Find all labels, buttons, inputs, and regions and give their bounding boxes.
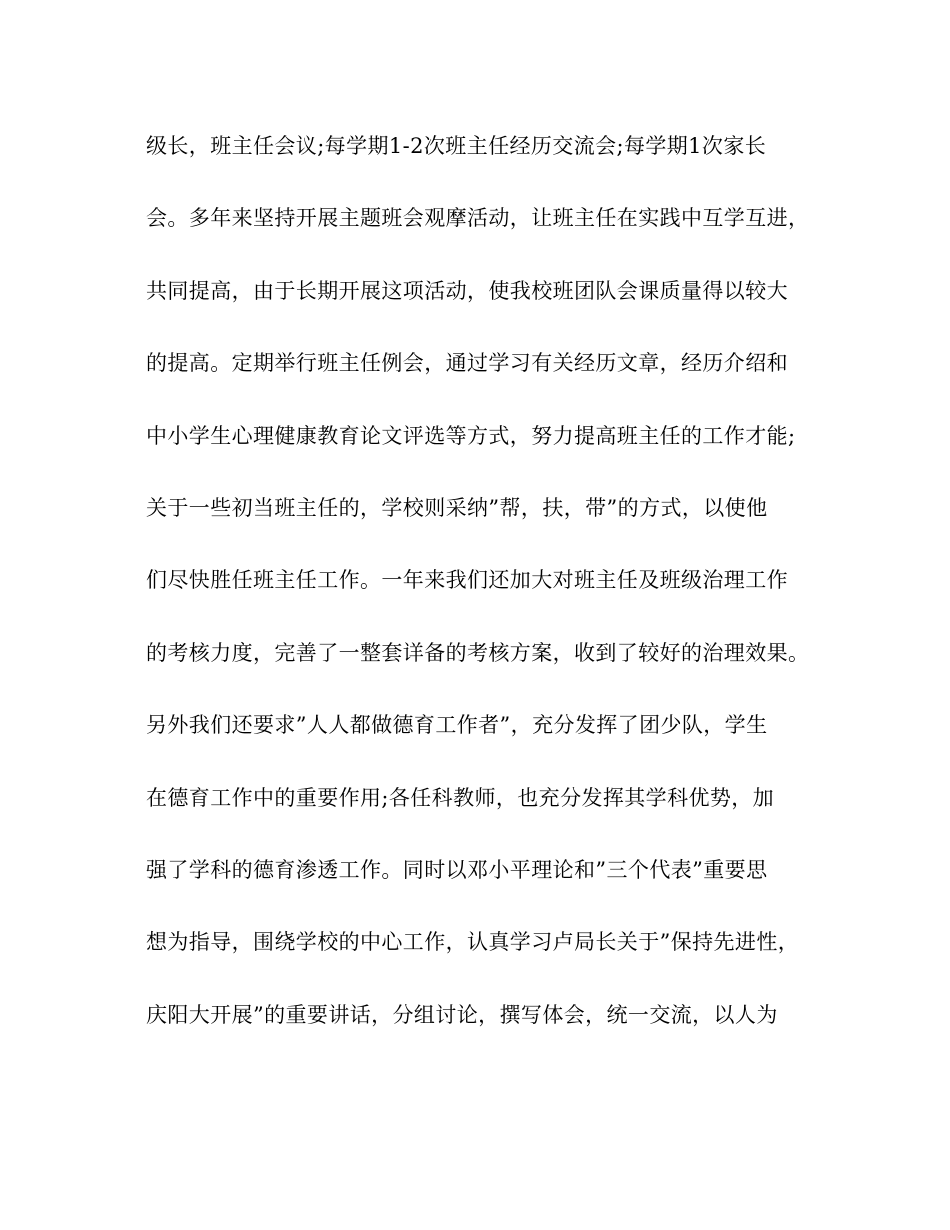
text-line: 另外我们还要求”人人都做德育工作者”，充分发挥了团少队，学生 <box>146 713 768 738</box>
text-line: 级长，班主任会议;每学期1-2次班主任经历交流会;每学期1次家长 <box>146 134 767 158</box>
text-line: 共同提高，由于长期开展这项活动，使我校班团队会课质量得以较大 <box>146 278 788 303</box>
text-line: 中小学生心理健康教育论文评选等方式，努力提高班主任的工作才能; <box>146 423 796 448</box>
text-line: 们尽快胜任班主任工作。一年来我们还加大对班主任及班级治理工作 <box>146 568 788 593</box>
text-line: 强了学科的德育渗透工作。同时以邓小平理论和”三个代表”重要思 <box>146 857 768 882</box>
text-line: 在德育工作中的重要作用;各任科教师，也充分发挥其学科优势，加 <box>146 785 775 810</box>
text-line: 的提高。定期举行班主任例会，通过学习有关经历文章，经历介绍和 <box>146 351 788 376</box>
text-line: 想为指导，围绕学校的中心工作，认真学习卢局长关于”保持先进性， <box>146 930 800 955</box>
body-text <box>146 124 826 1065</box>
text-line: 会。多年来坚持开展主题班会观摩活动，让班主任在实践中互学互进， <box>146 206 810 231</box>
text-line: 的考核力度，完善了一整套详备的考核方案，收到了较好的治理效果。 <box>146 640 810 665</box>
text-line: 庆阳大开展”的重要讲话，分组讨论，撰写体会，统一交流，以人为 <box>146 1002 778 1027</box>
text-line: 关于一些初当班主任的，学校则采纳”帮，扶，带”的方式，以使他 <box>146 495 768 520</box>
